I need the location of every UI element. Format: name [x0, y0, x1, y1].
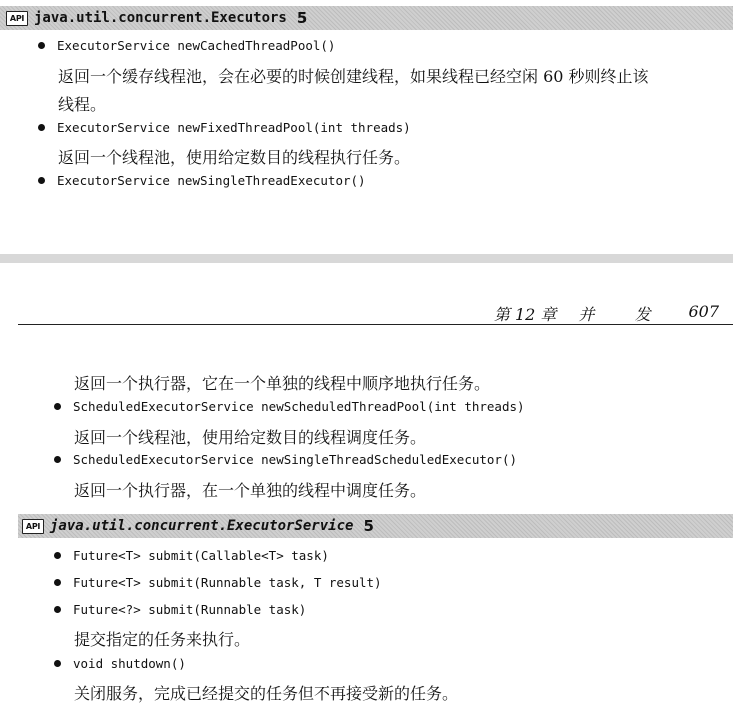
method-description: 提交指定的任务来执行。: [74, 630, 251, 649]
method-item: [38, 38, 335, 53]
method-signature: ExecutorService newSingleThreadExecutor(): [57, 173, 366, 188]
method-description: 线程。: [58, 95, 107, 114]
api-class-name: java.util.concurrent.ExecutorService: [50, 518, 354, 534]
method-item: [54, 602, 306, 617]
bullet-icon: [54, 552, 61, 559]
api-header-executors: [0, 6, 733, 30]
method-signature: ExecutorService newFixedThreadPool(int threads): [57, 120, 411, 135]
bullet-icon: [54, 579, 61, 586]
method-signature: Future<T> submit(Callable<T> task): [73, 548, 329, 563]
running-header: [494, 302, 719, 325]
method-description: 返回一个执行器，它在一个单独的线程中顺序地执行任务。: [74, 374, 491, 393]
header-rule: [18, 324, 733, 325]
page-number: 607: [688, 302, 719, 321]
method-description: 返回一个缓存线程池，会在必要的时候创建线程，如果线程已经空闲 60 秒则终止该: [58, 67, 649, 86]
method-item: [54, 399, 525, 414]
method-description: 关闭服务，完成已经提交的任务但不再接受新的任务。: [74, 684, 459, 703]
bullet-icon: [54, 606, 61, 613]
chapter-title-char: 并: [578, 305, 595, 324]
method-item: [54, 452, 517, 467]
method-signature: Future<?> submit(Runnable task): [73, 602, 307, 617]
bullet-icon: [54, 403, 61, 410]
method-signature: ScheduledExecutorService newSingleThreadScheduledExecutor(): [73, 452, 518, 467]
api-version: 5: [296, 9, 308, 27]
method-signature: Future<T> submit(Runnable task, T result): [73, 575, 382, 590]
api-header-executorservice: [18, 514, 733, 538]
api-class-name: java.util.concurrent.Executors: [34, 10, 287, 26]
bullet-icon: [38, 177, 45, 184]
api-icon: API: [6, 11, 28, 26]
method-item: [54, 575, 382, 590]
bullet-icon: [38, 42, 45, 49]
page-break: [0, 254, 733, 263]
method-item: [38, 173, 366, 188]
chapter-label: 第 12 章: [493, 305, 557, 324]
method-description: 返回一个执行器，在一个单独的线程中调度任务。: [74, 481, 427, 500]
method-signature: ExecutorService newCachedThreadPool(): [57, 38, 336, 53]
method-signature: void shutdown(): [73, 656, 186, 671]
method-description: 返回一个线程池，使用给定数目的线程执行任务。: [58, 148, 411, 167]
method-item: [54, 548, 329, 563]
bullet-icon: [54, 660, 61, 667]
api-icon: API: [22, 519, 44, 534]
api-version: 5: [363, 517, 374, 535]
method-item: [54, 656, 186, 671]
bullet-icon: [38, 124, 45, 131]
bullet-icon: [54, 456, 61, 463]
method-description: 返回一个线程池，使用给定数目的线程调度任务。: [74, 428, 427, 447]
method-signature: ScheduledExecutorService newScheduledThreadPool(int threads): [73, 399, 525, 414]
chapter-title-char: 发: [634, 305, 651, 324]
method-item: [38, 120, 411, 135]
